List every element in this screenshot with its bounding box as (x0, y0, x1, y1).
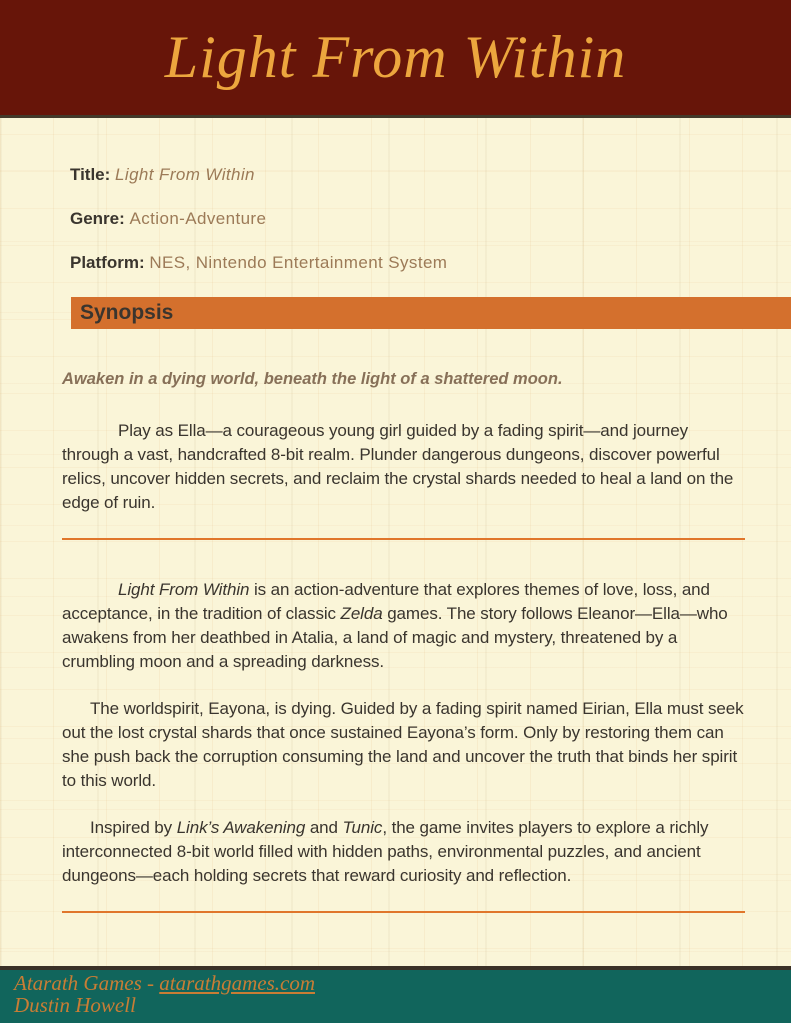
synopsis-paragraph (62, 816, 745, 888)
synopsis-heading: Synopsis (80, 301, 174, 324)
author-name: Dustin Howell (14, 993, 136, 1017)
footer-company-line (14, 972, 791, 994)
footer-banner (0, 966, 791, 1023)
italic-run: Tunic (342, 818, 383, 837)
italic-run: Zelda (340, 604, 383, 623)
website-link[interactable]: atarathgames.com (159, 971, 315, 995)
footer-separator: - (147, 971, 154, 995)
text-run: games. The story follows Eleanor—Ella—who awakens from her deathbed in Atalia, a land of magic and mystery, threatened by a crumbling moon and a spreading darkness. (62, 604, 728, 671)
title-label: Title: (70, 165, 111, 184)
page-title: Light From Within (164, 24, 627, 90)
section-divider (62, 911, 745, 913)
synopsis-paragraph (62, 578, 745, 674)
italic-run: Link’s Awakening (176, 818, 306, 837)
synopsis-tagline: Awaken in a dying world, beneath the light of a shattered moon. (62, 370, 563, 388)
genre-value: Action-Adventure (129, 209, 267, 228)
synopsis-paragraph (62, 419, 745, 515)
text-run: is an action-adventure that explores themes of love, loss, and acceptance, in the tradition of classic (62, 580, 710, 623)
synopsis-paragraph (62, 697, 745, 793)
text-run: , the game invites players to explore a richly interconnected 8-bit world filled with hidden paths, environmental puzzles, and ancient dungeons—each holding secrets that reward curiosity and reflection. (62, 818, 709, 885)
text-run: Play as Ella—a courageous young girl guided by a fading spirit—and journey through a vast, handcrafted 8-bit realm. Plunder dangerous dungeons, discover powerful relics, uncover hidden secrets, and reclaim the crystal shards needed to heal a land on the edge of ruin. (62, 421, 734, 512)
meta-row-platform (70, 253, 745, 273)
text-run: and (305, 818, 343, 837)
meta-section (62, 165, 745, 273)
platform-label: Platform: (70, 253, 145, 272)
section-divider (62, 538, 745, 540)
genre-label: Genre: (70, 209, 125, 228)
text-run: The worldspirit, Eayona, is dying. Guided by a fading spirit named Eirian, Ella must seek out the lost crystal shards that once sustained Eayona’s form. Only by restoring them can she push back the corruption consuming the land and uncover the truth that binds her spirit to this world. (62, 699, 744, 790)
synopsis-heading-bar (71, 297, 791, 329)
meta-row-title (70, 165, 745, 185)
company-name: Atarath Games (14, 971, 142, 995)
italic-run: Light From Within (118, 580, 250, 599)
header-banner (0, 0, 791, 118)
document-body (0, 118, 791, 966)
text-run: Inspired by (90, 818, 177, 837)
meta-row-genre (70, 209, 745, 229)
platform-value: NES, Nintendo Entertainment System (149, 253, 448, 272)
title-value: Light From Within (115, 165, 255, 184)
synopsis-paragraphs (62, 419, 745, 913)
